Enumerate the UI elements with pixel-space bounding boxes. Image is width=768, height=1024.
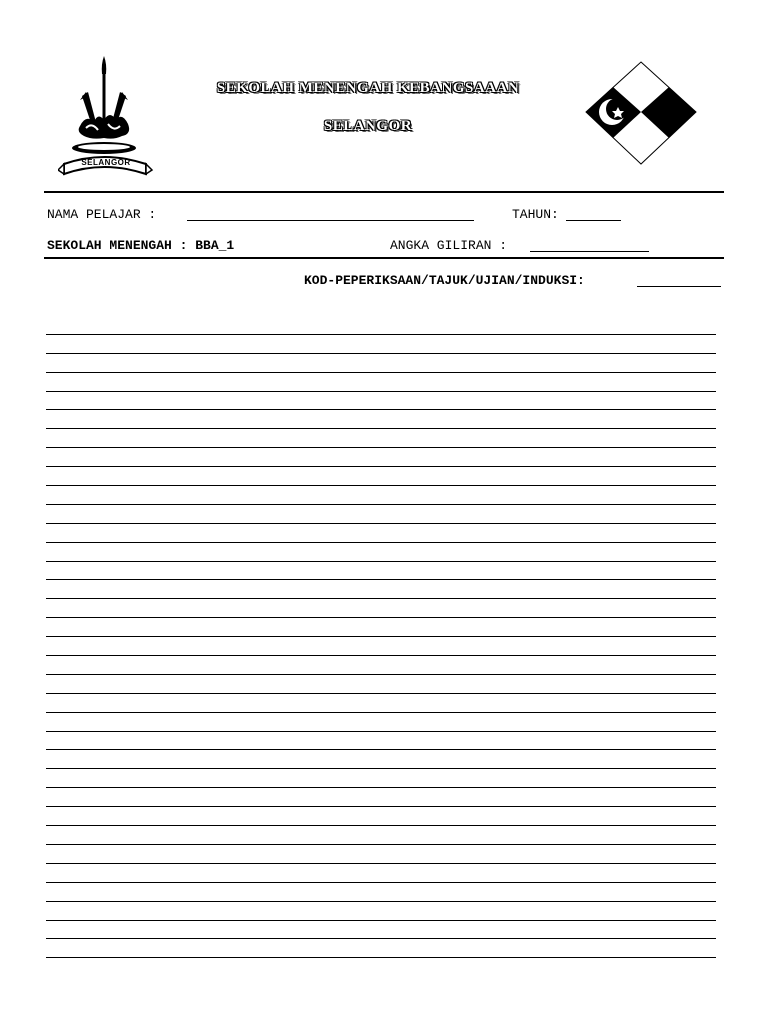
writing-line[interactable] — [46, 883, 716, 902]
writing-line[interactable] — [46, 316, 716, 335]
tahun-label: TAHUN: — [512, 207, 559, 222]
writing-line[interactable] — [46, 618, 716, 637]
kod-peperiksaan-label: KOD-PEPERIKSAAN/TAJUK/UJIAN/INDUKSI: — [304, 273, 585, 288]
writing-line[interactable] — [46, 410, 716, 429]
writing-line[interactable] — [46, 335, 716, 354]
writing-line[interactable] — [46, 543, 716, 562]
writing-line[interactable] — [46, 637, 716, 656]
writing-line[interactable] — [46, 788, 716, 807]
kod-peperiksaan-blank[interactable] — [637, 274, 721, 287]
selangor-flag-logo — [584, 60, 698, 166]
writing-line[interactable] — [46, 864, 716, 883]
header-top-rule — [44, 191, 724, 193]
writing-line[interactable] — [46, 826, 716, 845]
writing-line[interactable] — [46, 807, 716, 826]
selangor-crest-logo — [58, 52, 162, 186]
writing-line[interactable] — [46, 467, 716, 486]
writing-line[interactable] — [46, 373, 716, 392]
angka-giliran-blank[interactable] — [530, 239, 649, 252]
writing-line[interactable] — [46, 750, 716, 769]
writing-line[interactable] — [46, 732, 716, 751]
angka-giliran-label: ANGKA GILIRAN : — [390, 238, 508, 253]
sekolah-menengah-row — [47, 238, 234, 253]
writing-line[interactable] — [46, 675, 716, 694]
tahun-blank[interactable] — [566, 208, 621, 221]
nama-pelajar-row — [47, 207, 156, 222]
flag-icon — [584, 60, 698, 166]
school-title-line-1: SEKOLAH MENENGAH KEBANGSAAAN — [216, 80, 520, 96]
writing-line[interactable] — [46, 354, 716, 373]
writing-line[interactable] — [46, 599, 716, 618]
writing-line[interactable] — [46, 713, 716, 732]
writing-line[interactable] — [46, 902, 716, 921]
writing-line[interactable] — [46, 656, 716, 675]
writing-line[interactable] — [46, 694, 716, 713]
nama-pelajar-blank[interactable] — [187, 208, 474, 221]
tahun-row — [512, 207, 559, 222]
writing-line[interactable] — [46, 392, 716, 411]
writing-line[interactable] — [46, 448, 716, 467]
writing-line[interactable] — [46, 769, 716, 788]
writing-line[interactable] — [46, 524, 716, 543]
kod-peperiksaan-row — [304, 273, 585, 288]
writing-line[interactable] — [46, 939, 716, 958]
sekolah-menengah-label: SEKOLAH MENENGAH : BBA_1 — [47, 238, 235, 253]
nama-pelajar-label: NAMA PELAJAR : — [47, 207, 157, 222]
writing-line[interactable] — [46, 505, 716, 524]
angka-giliran-row — [390, 238, 507, 253]
writing-line[interactable] — [46, 429, 716, 448]
writing-line[interactable] — [46, 562, 716, 581]
writing-line[interactable] — [46, 580, 716, 599]
writing-line[interactable] — [46, 845, 716, 864]
header-bottom-rule — [44, 257, 724, 259]
school-title-line-2: SELANGOR — [323, 118, 413, 134]
writing-line[interactable] — [46, 921, 716, 940]
answer-writing-area[interactable] — [46, 316, 716, 958]
writing-line[interactable] — [46, 486, 716, 505]
crest-label: SELANGOR — [81, 158, 131, 167]
